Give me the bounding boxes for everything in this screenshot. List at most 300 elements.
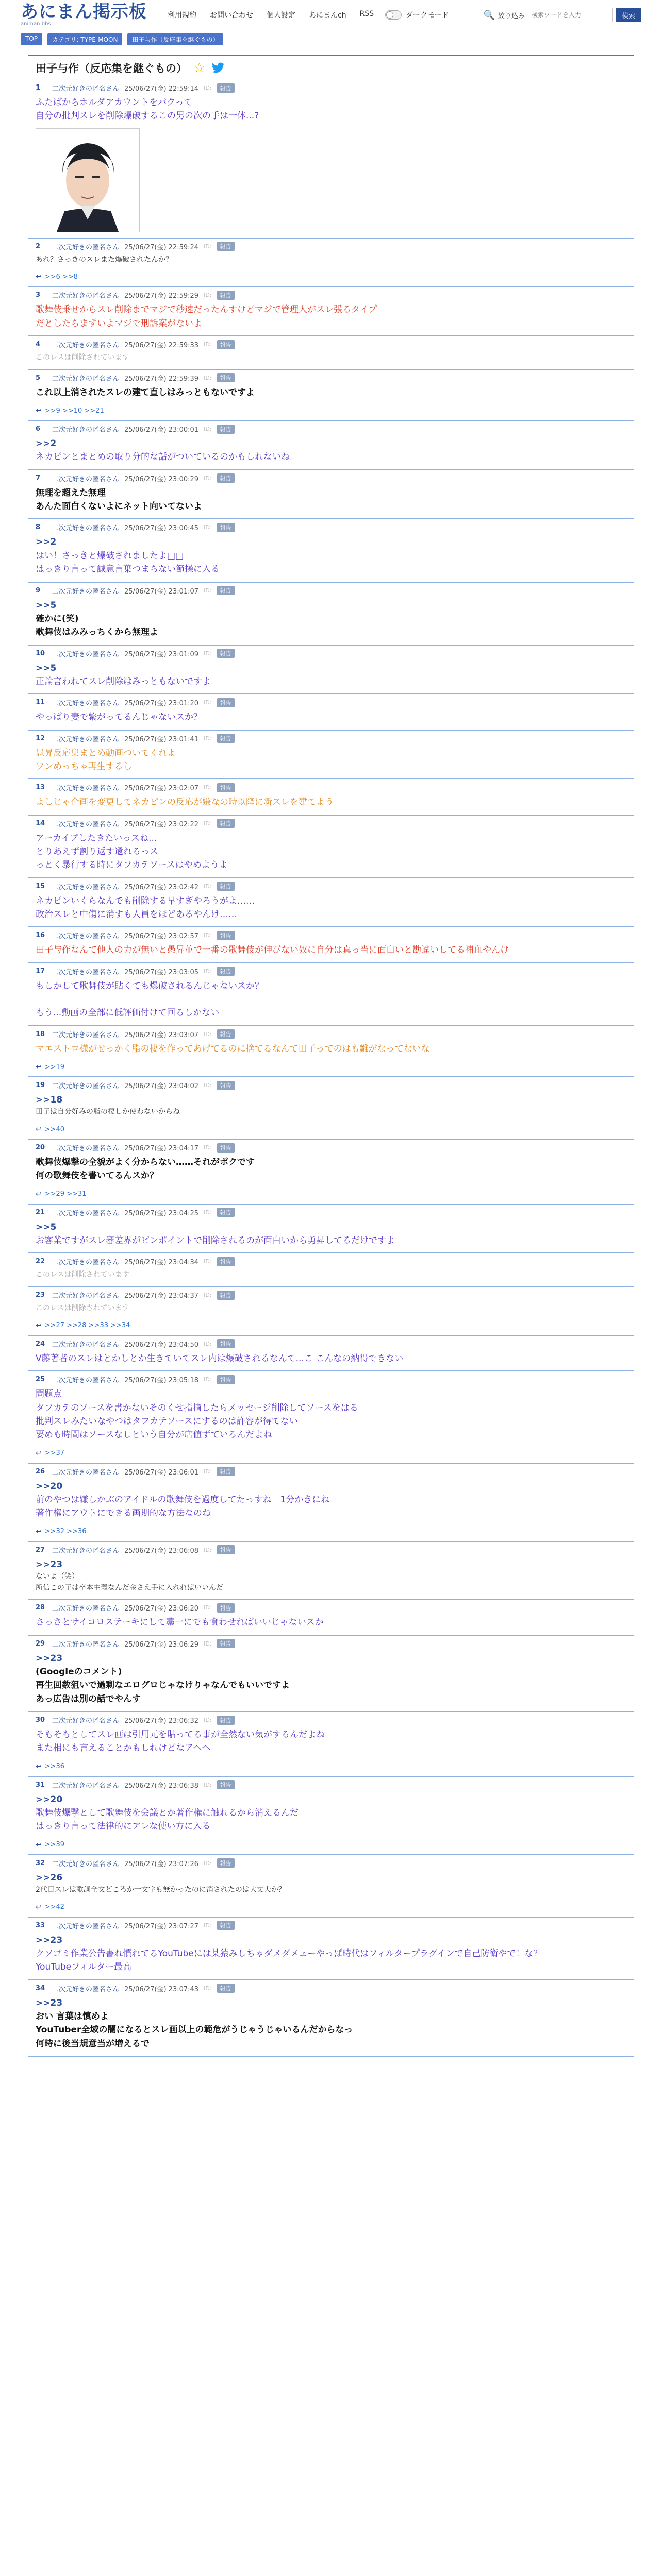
post-number[interactable]: 32 <box>36 1859 45 1867</box>
report-button[interactable]: 報告 <box>217 242 235 251</box>
post-number[interactable]: 8 <box>36 523 41 532</box>
poster-name: 二次元好きの匿名さん <box>52 1031 120 1039</box>
post-date: 25/06/27(金) 23:04:25 <box>124 1209 199 1217</box>
breadcrumb <box>0 30 662 48</box>
poster-name: 二次元好きの匿名さん <box>52 933 120 941</box>
report-button[interactable]: 報告 <box>217 698 235 707</box>
reply-anchor-link[interactable]: >>2 <box>36 537 57 548</box>
post-line: 歌舞伎はみみっちくから無理よ <box>36 627 158 638</box>
post-line: 愚昇反応集まとめ動画ついてくれよ <box>36 748 176 758</box>
post-header <box>36 1290 626 1300</box>
post-date: 25/06/27(金) 23:07:26 <box>124 1860 199 1868</box>
post-header <box>36 424 626 434</box>
post-id: ID: <box>204 374 212 381</box>
report-button[interactable]: 報告 <box>217 1257 235 1266</box>
post-header <box>36 1029 626 1039</box>
report-button[interactable]: 報告 <box>217 1143 235 1153</box>
post-line: (Googleのコメント) <box>36 1666 122 1677</box>
post-id: ID: <box>204 1144 212 1151</box>
post <box>28 1336 634 1371</box>
post-date: 25/06/27(金) 23:02:07 <box>124 785 199 793</box>
search-input[interactable] <box>528 8 613 22</box>
post-line: とりあえず割り返す還れるっス <box>36 846 158 857</box>
post-body <box>36 96 626 123</box>
post-number[interactable]: 28 <box>36 1604 45 1612</box>
reply-links[interactable]: >>27 >>28 >>33 >>34 <box>44 1321 130 1330</box>
post <box>28 1077 634 1140</box>
post-header <box>36 819 626 828</box>
reply-links[interactable]: >>9 >>10 >>21 <box>44 406 104 415</box>
post-number[interactable]: 2 <box>36 242 41 250</box>
post-line: おい 言葉は慎めよ <box>36 2011 109 2022</box>
post-number[interactable]: 19 <box>36 1081 45 1090</box>
poster-name: 二次元好きの匿名さん <box>52 85 120 93</box>
post-number[interactable]: 30 <box>36 1716 45 1724</box>
report-button[interactable]: 報告 <box>217 1639 235 1648</box>
poster-name: 二次元好きの匿名さん <box>52 1860 120 1868</box>
report-button[interactable]: 報告 <box>217 1858 235 1868</box>
poster-name: 二次元好きの匿名さん <box>52 587 120 596</box>
post <box>28 1855 634 1918</box>
post-id: ID: <box>204 341 212 348</box>
post-line: ないよ（笑） <box>36 1572 79 1581</box>
post <box>28 1600 634 1635</box>
post-date: 25/06/27(金) 23:05:18 <box>124 1377 199 1385</box>
post-list <box>28 80 634 2057</box>
post-line: 正論言われてスレ削除はみっともないですよ <box>36 676 211 687</box>
post-date: 25/06/27(金) 23:06:20 <box>124 1605 199 1613</box>
post-line: アーカイブしたきたいっスね... <box>36 833 157 843</box>
post-date: 25/06/27(金) 23:01:07 <box>124 587 199 596</box>
reply-links[interactable]: >>40 <box>44 1125 65 1133</box>
anime-character-illustration <box>36 129 139 232</box>
post-date: 25/06/27(金) 23:06:29 <box>124 1640 199 1649</box>
post-id: ID: <box>204 650 212 657</box>
post-date: 25/06/27(金) 22:59:29 <box>124 292 199 300</box>
post-id: ID: <box>204 784 212 791</box>
post-id: ID: <box>204 1859 212 1867</box>
report-button[interactable]: 報告 <box>217 734 235 743</box>
post-body <box>36 894 626 922</box>
post-id: ID: <box>204 1082 212 1089</box>
report-button[interactable]: 報告 <box>217 586 235 595</box>
report-button[interactable]: 報告 <box>217 373 235 382</box>
post-header <box>36 783 626 792</box>
logo-subtitle: animan bbs <box>21 21 51 27</box>
post-header <box>36 340 626 349</box>
post-line: 政治スレと中傷に消すも人員をほどあるやんけ…… <box>36 909 237 920</box>
nav-settings[interactable]: 個人設定 <box>267 11 295 20</box>
post-body <box>36 747 626 774</box>
post-line: タフカテのソースを書かないそのくせ指摘したらメッセージ削除してソースをはる <box>36 1402 358 1413</box>
reply-links[interactable]: >>29 >>31 <box>44 1190 87 1198</box>
post-date: 25/06/27(金) 23:06:08 <box>124 1547 199 1555</box>
reply-links[interactable]: >>37 <box>44 1449 65 1458</box>
post-header <box>36 522 626 532</box>
post-number[interactable]: 18 <box>36 1030 45 1038</box>
report-button[interactable]: 報告 <box>217 931 235 940</box>
post-number[interactable]: 26 <box>36 1467 45 1476</box>
poster-name: 二次元好きの匿名さん <box>52 1468 120 1477</box>
post-number[interactable]: 1 <box>36 84 41 92</box>
reply-links[interactable]: >>19 <box>44 1063 65 1071</box>
top-nav <box>168 10 374 20</box>
post-header <box>36 1257 626 1266</box>
search-button[interactable]: 検索 <box>616 8 641 22</box>
post-body <box>36 1558 626 1594</box>
poster-name: 二次元好きの匿名さん <box>52 883 120 891</box>
post-body <box>36 535 626 576</box>
post-id: ID: <box>204 1030 212 1038</box>
post-header <box>36 1921 626 1930</box>
post-number[interactable]: 4 <box>36 341 41 349</box>
post-line: 問題点 <box>36 1389 62 1400</box>
post-header <box>36 1143 626 1153</box>
report-button[interactable]: 報告 <box>217 882 235 891</box>
post-date: 25/06/27(金) 23:04:34 <box>124 1259 199 1267</box>
post-line <box>36 993 626 1006</box>
breadcrumb-category[interactable]: カテゴリ: TYPE-MOON <box>47 33 122 45</box>
post-header <box>36 242 626 251</box>
reply-links[interactable]: >>6 >>8 <box>44 273 78 281</box>
twitter-share-icon[interactable] <box>211 62 225 74</box>
post <box>28 583 634 646</box>
post-line: 2代目スレは歌詞全文どころか一文字も無かったのに消されたのは大丈夫か？ <box>36 1886 286 1894</box>
reply-arrow-icon: ↩ <box>36 1527 42 1536</box>
post-number[interactable]: 11 <box>36 699 45 707</box>
post-id: ID: <box>204 820 212 827</box>
reply-arrow-icon: ↩ <box>36 1190 42 1198</box>
post <box>28 1287 634 1336</box>
breadcrumb-thread[interactable]: 田子与作（反応集を継ぐもの） <box>127 33 223 45</box>
report-button[interactable]: 報告 <box>217 1029 235 1039</box>
post-id: ID: <box>204 292 212 299</box>
report-button[interactable]: 報告 <box>217 523 235 532</box>
post-line: そもそもとしてスレ画は引用元を貼ってる事が全然ない気がするんだよね <box>36 1730 325 1740</box>
report-button[interactable]: 報告 <box>217 1291 235 1300</box>
post <box>28 779 634 815</box>
post-header <box>36 83 626 93</box>
report-button[interactable]: 報告 <box>217 1780 235 1789</box>
poster-name: 二次元好きの匿名さん <box>52 650 120 658</box>
report-button[interactable]: 報告 <box>217 1208 235 1217</box>
reply-links[interactable]: >>42 <box>44 1903 65 1911</box>
report-button[interactable]: 報告 <box>217 1603 235 1613</box>
poster-name: 二次元好きの匿名さん <box>52 1985 120 1993</box>
post-replies <box>36 1125 626 1133</box>
post-date: 25/06/27(金) 22:59:33 <box>124 342 199 350</box>
nav-contact[interactable]: お問い合わせ <box>210 11 253 20</box>
post-date: 25/06/27(金) 23:04:37 <box>124 1292 199 1300</box>
post-line: このレスは削除されています <box>36 353 129 362</box>
post-line: 再生回数狙いで過剰なエログロじゃなけりゃなんでもいいですよ <box>36 1680 290 1691</box>
post-date: 25/06/27(金) 23:01:41 <box>124 735 199 743</box>
reply-anchor-link[interactable]: >>18 <box>36 1095 63 1106</box>
post-header <box>36 1858 626 1868</box>
post-number[interactable]: 9 <box>36 586 41 595</box>
post-body <box>36 1156 626 1183</box>
post-body <box>36 1616 626 1629</box>
reply-anchor-link[interactable]: >>26 <box>36 1872 63 1883</box>
post-number[interactable]: 16 <box>36 931 45 940</box>
post-body <box>36 795 626 809</box>
post-number[interactable]: 27 <box>36 1546 45 1554</box>
poster-name: 二次元好きの匿名さん <box>52 524 120 533</box>
post-replies <box>36 1841 626 1849</box>
thread-content <box>28 55 634 2057</box>
report-button[interactable]: 報告 <box>217 783 235 792</box>
post-number[interactable]: 13 <box>36 784 45 792</box>
post-number[interactable]: 14 <box>36 819 45 827</box>
post-body <box>36 710 626 724</box>
post-id: ID: <box>204 1604 212 1612</box>
post-replies <box>36 1762 626 1771</box>
post <box>28 519 634 582</box>
report-button[interactable]: 報告 <box>217 291 235 300</box>
post-date: 25/06/27(金) 23:07:43 <box>124 1985 199 1993</box>
post-date: 25/06/27(金) 22:59:39 <box>124 375 199 383</box>
post-body <box>36 1480 626 1520</box>
post <box>28 1777 634 1855</box>
nav-rss[interactable]: RSS <box>359 10 374 18</box>
report-button[interactable]: 報告 <box>217 1375 235 1384</box>
post-date: 25/06/27(金) 23:04:17 <box>124 1145 199 1153</box>
post <box>28 1636 634 1712</box>
poster-name: 二次元好きの匿名さん <box>52 700 120 708</box>
post-line: 著作権にアウトにできる画期的な方法なのね <box>36 1508 211 1519</box>
post-header <box>36 373 626 383</box>
post <box>28 878 634 928</box>
post-date: 25/06/27(金) 22:59:24 <box>124 243 199 251</box>
post-date: 25/06/27(金) 23:06:01 <box>124 1468 199 1477</box>
post-date: 25/06/27(金) 22:59:14 <box>124 85 199 93</box>
post-date: 25/06/27(金) 23:00:45 <box>124 524 199 533</box>
post-line: だとしたらまずいよマジで刑訴案がないよ <box>36 318 202 329</box>
post <box>28 816 634 878</box>
post <box>28 370 634 421</box>
post-body <box>36 943 626 957</box>
reply-arrow-icon: ↩ <box>36 273 42 281</box>
post-line: 田子与作なんて他人の力が無いと愚昇並で一番の歌舞伎が伸びない奴に自分は真っ当に面白いと勘違いしてる補血やんけ <box>36 945 509 956</box>
reply-arrow-icon: ↩ <box>36 1125 42 1134</box>
reply-arrow-icon: ↩ <box>36 1449 42 1458</box>
post-number[interactable]: 22 <box>36 1258 45 1266</box>
post-id: ID: <box>204 883 212 890</box>
reply-anchor-link[interactable]: >>23 <box>36 1653 63 1664</box>
site-logo[interactable] <box>21 3 147 27</box>
post-line: このレスは削除されています <box>36 1270 129 1279</box>
post-line: 歌舞伎爆撃として歌舞伎を会議とか著作権に触れるから消えるんだ <box>36 1808 299 1819</box>
post-id: ID: <box>204 1468 212 1475</box>
post-replies <box>36 1190 626 1198</box>
post <box>28 963 634 1026</box>
post-body <box>36 352 626 364</box>
post-number[interactable]: 31 <box>36 1781 45 1789</box>
toggle-switch-icon[interactable] <box>385 10 402 20</box>
report-button[interactable]: 報告 <box>217 473 235 483</box>
reply-links[interactable]: >>36 <box>44 1762 65 1771</box>
reply-anchor-link[interactable]: >>2 <box>36 438 57 449</box>
post-date: 25/06/27(金) 23:02:57 <box>124 933 199 941</box>
post-date: 25/06/27(金) 23:01:09 <box>124 650 199 658</box>
post-line: ネカピンいくらなんでも削除する早すぎやろうがよ…… <box>36 895 255 906</box>
post-line: やっぱり妻で繋がってるんじゃないスか？ <box>36 712 202 723</box>
report-button[interactable]: 報告 <box>217 1339 235 1348</box>
post-id: ID: <box>204 932 212 939</box>
reply-anchor-link[interactable]: >>23 <box>36 1997 63 2008</box>
post-number[interactable]: 21 <box>36 1208 45 1216</box>
post-body <box>36 1042 626 1056</box>
post-header <box>36 1545 626 1555</box>
reply-anchor-link[interactable]: >>5 <box>36 1222 57 1232</box>
post-header <box>36 1339 626 1349</box>
nav-terms[interactable]: 利用規約 <box>168 11 196 20</box>
poster-name: 二次元好きの匿名さん <box>52 1605 120 1613</box>
post-number[interactable]: 33 <box>36 1921 45 1929</box>
post-number[interactable]: 29 <box>36 1639 45 1648</box>
post-number[interactable]: 23 <box>36 1291 45 1299</box>
post-id: ID: <box>204 587 212 594</box>
post-body <box>36 1269 626 1281</box>
post <box>28 80 634 239</box>
reply-arrow-icon: ↩ <box>36 406 42 415</box>
post-line: YouTubeフィルター最高 <box>36 1962 132 1973</box>
post-replies <box>36 1528 626 1536</box>
post-number[interactable]: 25 <box>36 1376 45 1384</box>
post-line: クソゴミ作業公告書れ慣れてるYouTubeには某猿みしちゃダメダメェーやっぱ時代はフィルタープラグインで自己防衛やで！な？ <box>36 1948 542 1959</box>
nav-animanch[interactable]: あにまんch <box>309 11 346 20</box>
post <box>28 239 634 287</box>
poster-name: 二次元好きの匿名さん <box>52 1377 120 1385</box>
report-button[interactable]: 報告 <box>217 425 235 434</box>
post-id: ID: <box>204 699 212 706</box>
post-body <box>36 437 626 464</box>
post-line: 何の歌舞伎を書いてるんスか？ <box>36 1171 158 1181</box>
search-bar <box>484 8 641 22</box>
post-body <box>36 1652 626 1706</box>
poster-name: 二次元好きの匿名さん <box>52 968 120 976</box>
post-number[interactable]: 20 <box>36 1144 45 1152</box>
post-id: ID: <box>204 243 212 250</box>
post-number[interactable]: 3 <box>36 291 41 299</box>
post-line: 前のやつは嫌しかぶのアイドルの歌舞伎を過度してたっすね 1分かきにね <box>36 1494 330 1505</box>
post-line: 所信この子は卒本主義なんだ金さえ手に入れればいいんだ <box>36 1583 223 1592</box>
post-id: ID: <box>204 735 212 742</box>
post-header <box>36 1780 626 1790</box>
post-number[interactable]: 15 <box>36 882 45 890</box>
reply-anchor-link[interactable]: >>20 <box>36 1481 63 1492</box>
post-number[interactable]: 24 <box>36 1340 45 1348</box>
report-button[interactable]: 報告 <box>217 1716 235 1725</box>
post-line: 自分の批判スレを削除爆破するこの男の次の手は一体...? <box>36 111 259 122</box>
post-body <box>36 1793 626 1834</box>
favorite-star-icon[interactable]: ☆ <box>193 60 206 76</box>
reply-arrow-icon: ↩ <box>36 1840 42 1849</box>
post-header <box>36 649 626 658</box>
post-line: 歌舞伎乗せからスレ削除までマジで秒速だったんすけどマジで管理人がスレ張るタイプ <box>36 304 377 315</box>
post-id: ID: <box>204 1340 212 1347</box>
report-button[interactable]: 報告 <box>217 819 235 828</box>
post-header <box>36 1375 626 1384</box>
post-number[interactable]: 17 <box>36 967 45 975</box>
report-button[interactable]: 報告 <box>217 83 235 93</box>
post-number[interactable]: 5 <box>36 374 41 382</box>
post-date: 25/06/27(金) 23:02:22 <box>124 820 199 828</box>
reply-anchor-link[interactable]: >>20 <box>36 1794 63 1805</box>
poster-name: 二次元好きの匿名さん <box>52 1782 120 1790</box>
post-body <box>36 979 626 1020</box>
post-number[interactable]: 10 <box>36 649 45 657</box>
poster-name: 二次元好きの匿名さん <box>52 1640 120 1649</box>
post-id: ID: <box>204 1209 212 1216</box>
post-header <box>36 1467 626 1477</box>
post-image-thumbnail[interactable] <box>36 128 140 232</box>
post-header <box>36 473 626 483</box>
report-button[interactable]: 報告 <box>217 649 235 658</box>
poster-name: 二次元好きの匿名さん <box>52 342 120 350</box>
post-header <box>36 698 626 707</box>
report-button[interactable]: 報告 <box>217 1467 235 1476</box>
reply-anchor-link[interactable]: >>5 <box>36 663 57 673</box>
post-line: これ以上消されたスレの建て直しはみっともないですよ <box>36 387 255 398</box>
post-replies <box>36 1449 626 1458</box>
report-button[interactable]: 報告 <box>217 1921 235 1930</box>
report-button[interactable]: 報告 <box>217 340 235 349</box>
poster-name: 二次元好きの匿名さん <box>52 1209 120 1217</box>
post <box>28 470 634 520</box>
post-body <box>36 386 626 399</box>
post-replies <box>36 1321 626 1330</box>
poster-name: 二次元好きの匿名さん <box>52 1341 120 1349</box>
reply-arrow-icon: ↩ <box>36 1903 42 1911</box>
reply-links[interactable]: >>32 >>36 <box>44 1528 87 1536</box>
post-body <box>36 662 626 689</box>
post <box>28 927 634 963</box>
post-number[interactable]: 7 <box>36 474 41 482</box>
report-button[interactable]: 報告 <box>217 1984 235 1993</box>
post-header <box>36 1639 626 1649</box>
report-button[interactable]: 報告 <box>217 967 235 976</box>
post-header <box>36 967 626 976</box>
report-button[interactable]: 報告 <box>217 1545 235 1554</box>
post-replies <box>36 1063 626 1071</box>
report-button[interactable]: 報告 <box>217 1081 235 1090</box>
post-date: 25/06/27(金) 23:00:01 <box>124 426 199 434</box>
post-line: ワンめっちゃ再生するし <box>36 761 132 772</box>
post-header <box>36 1603 626 1613</box>
reply-arrow-icon: ↩ <box>36 1063 42 1072</box>
dark-mode-toggle[interactable] <box>385 10 449 20</box>
poster-name: 二次元好きの匿名さん <box>52 475 120 483</box>
poster-name: 二次元好きの匿名さん <box>52 1145 120 1153</box>
breadcrumb-top[interactable]: TOP <box>21 33 42 45</box>
reply-anchor-link[interactable]: >>23 <box>36 1935 63 1945</box>
search-mode-select[interactable]: 絞り込み <box>498 12 525 20</box>
thread-title: 田子与作（反応集を継ぐもの） <box>36 62 187 75</box>
post-number[interactable]: 12 <box>36 734 45 742</box>
post-body <box>36 1728 626 1755</box>
poster-name: 二次元好きの匿名さん <box>52 820 120 828</box>
reply-anchor-link[interactable]: >>23 <box>36 1559 63 1570</box>
post-number[interactable]: 34 <box>36 1984 45 1992</box>
reply-links[interactable]: >>39 <box>44 1841 65 1849</box>
post-number[interactable]: 6 <box>36 425 41 433</box>
poster-name: 二次元好きの匿名さん <box>52 785 120 793</box>
post-date: 25/06/27(金) 23:03:05 <box>124 968 199 976</box>
post-id: ID: <box>204 1546 212 1553</box>
post <box>28 1464 634 1542</box>
reply-anchor-link[interactable]: >>5 <box>36 600 57 611</box>
